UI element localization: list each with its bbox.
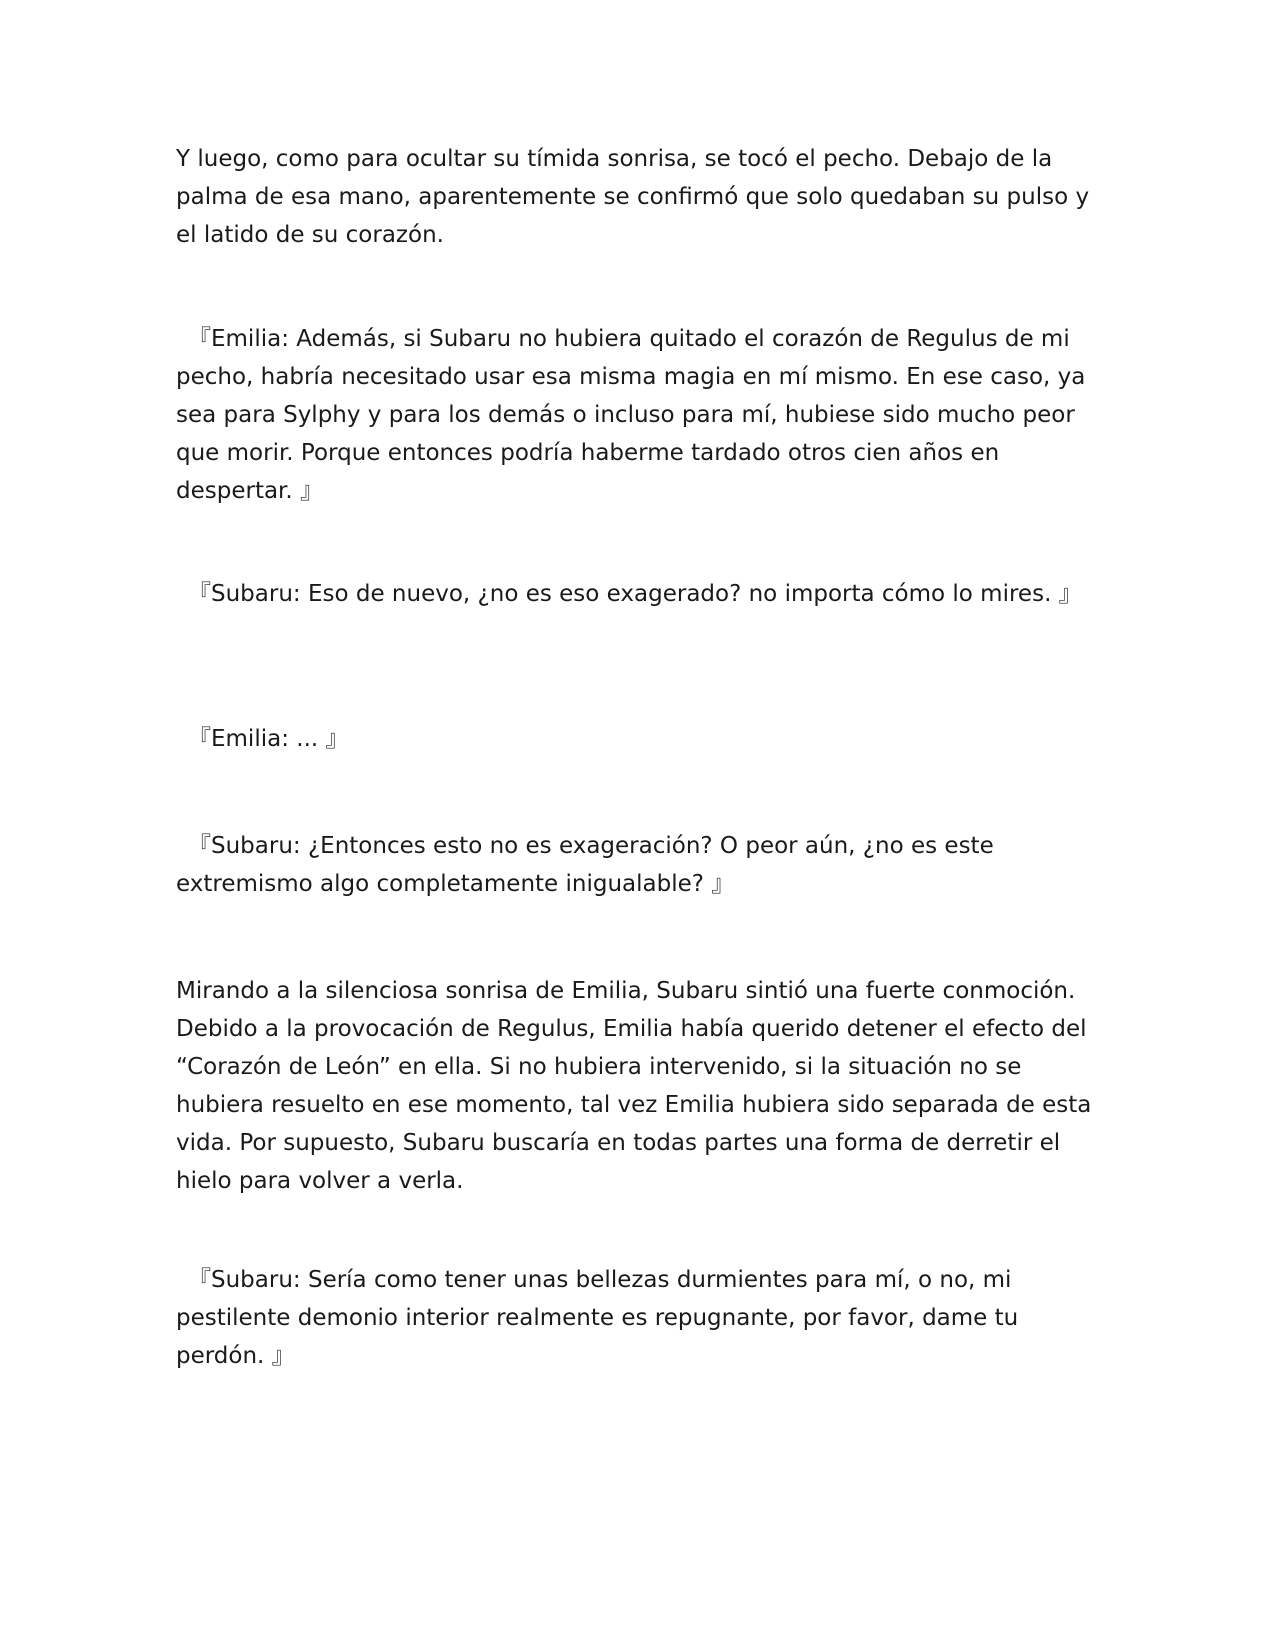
paragraph-dialogue-subaru: 『Subaru: Sería como tener unas bellezas durmientes para mí, o no, mi pestilente demonio interior realmente es repugnante, por favor, dame tu perdón. 』 — [176, 1267, 1019, 1369]
paragraph-narration: Y luego, como para ocultar su tímida sonrisa, se tocó el pecho. Debajo de la palma de esa mano, aparentemente se confirmó que solo quedaban su pulso y el latido de su corazón. — [176, 146, 1090, 248]
paragraph-narration: Mirando a la silenciosa sonrisa de Emilia, Subaru sintió una fuerte conmoción. Debido a la provocación de Regulus, Emilia había querido detener el efecto del “Corazón de León” en ella. Si no hubiera intervenido, si la situación no se hubiera resuelto en ese momento, tal vez Emilia hubiera sido separada de esta vida. Por supuesto, Subaru buscaría en todas partes una forma de derretir el hielo para volver a verla. — [176, 978, 1092, 1194]
paragraph-dialogue-subaru: 『Subaru: ¿Entonces esto no es exageración? O peor aún, ¿no es este extremismo algo completamente inigualable? 』 — [176, 833, 994, 897]
paragraph-dialogue-subaru: 『Subaru: Eso de nuevo, ¿no es eso exagerado? no importa cómo lo mires. 』 — [188, 581, 1082, 607]
paragraph-dialogue-emilia: 『Emilia: Además, si Subaru no hubiera quitado el corazón de Regulus de mi pecho, habría necesitado usar esa misma magia en mí mismo. En ese caso, ya sea para Sylphy y para los demás o incluso para mí, hubiese sido mucho peor que morir. Porque entonces podría haberme tardado otros cien años en despertar. 』 — [176, 326, 1086, 504]
paragraph-dialogue-emilia: 『Emilia: ... 』 — [188, 726, 349, 752]
